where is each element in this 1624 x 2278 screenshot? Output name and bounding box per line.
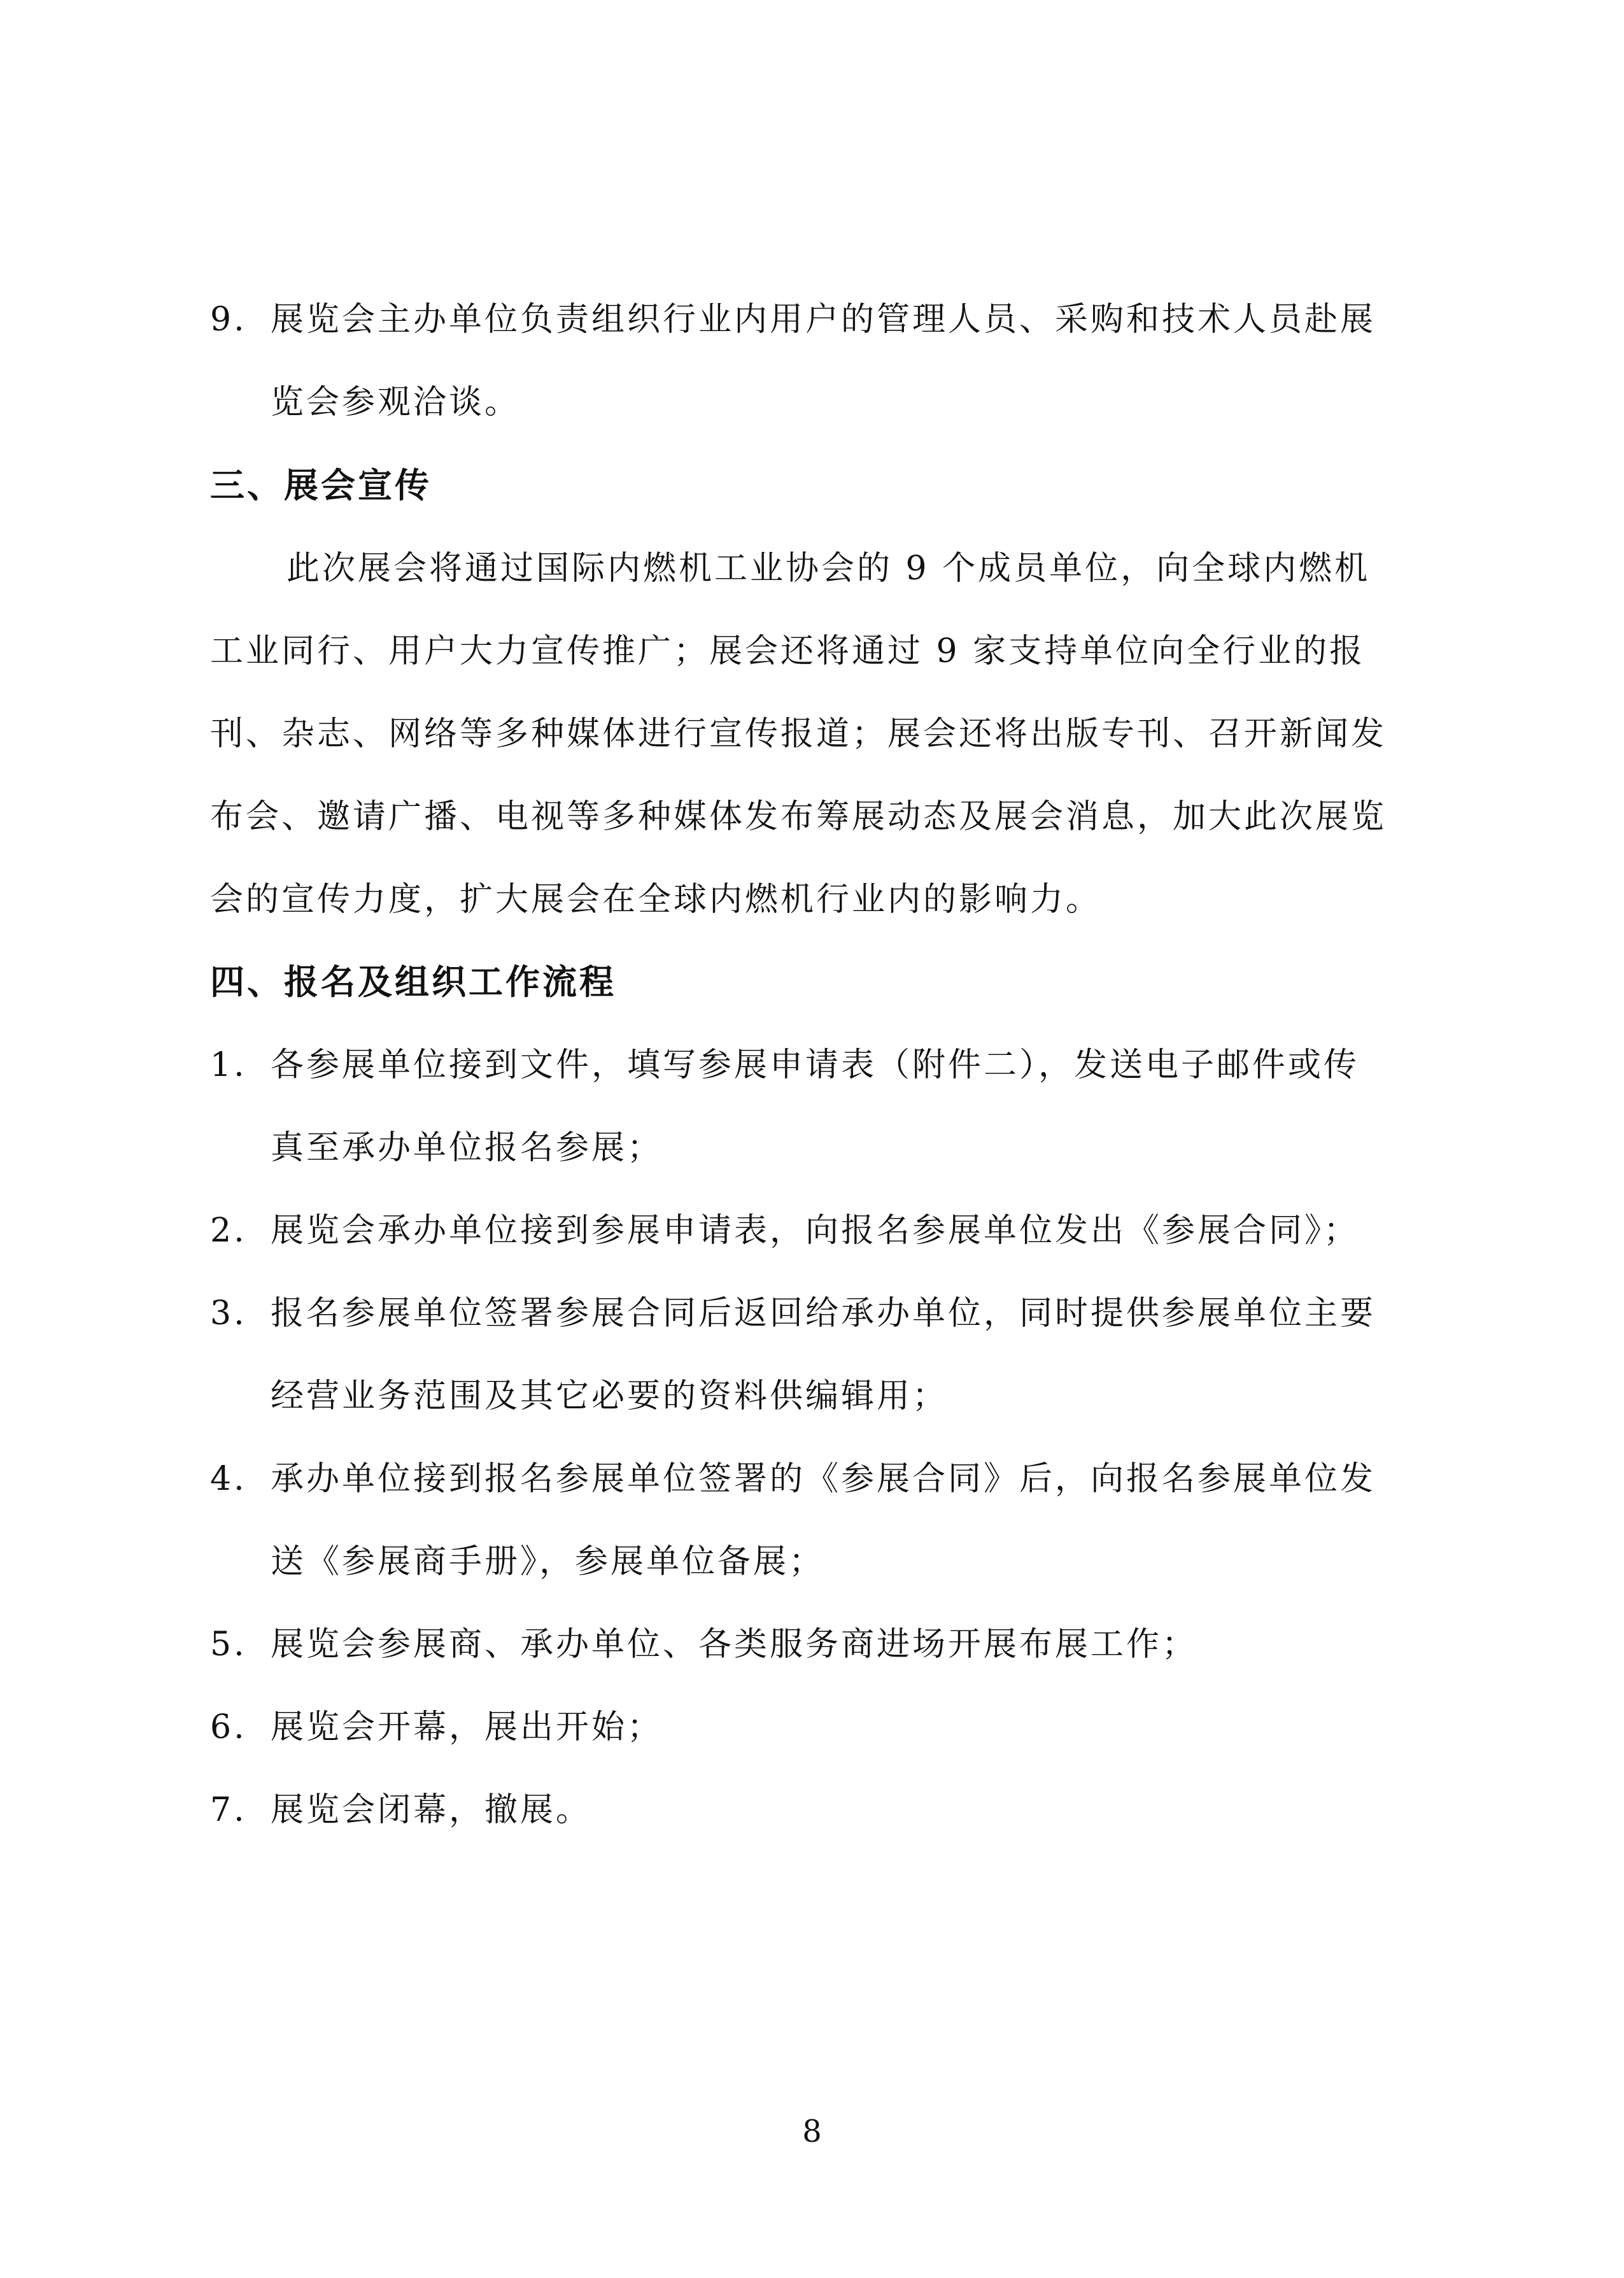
- list-text: 展览会承办单位接到参展申请表，向报名参展单位发出《参展合同》；: [271, 1212, 1360, 1250]
- list-item-3: [210, 1291, 1376, 1336]
- section-heading-publicity: 三、展会宣传: [210, 465, 432, 506]
- list-item-7: [210, 1788, 591, 1832]
- list-text: 各参展单位接到文件，填写参展申请表（附件二），发送电子邮件或传: [271, 1046, 1360, 1084]
- paragraph-line: 布会、邀请广播、电视等多种媒体发布筹展动态及展会消息，加大此次展览: [210, 798, 1387, 836]
- list-text: 展览会参展商、承办单位、各类服务商进场开展布展工作；: [271, 1625, 1198, 1664]
- list-item-4: [210, 1457, 1376, 1501]
- list-number: 4.: [210, 1460, 247, 1498]
- list-item-2: [210, 1208, 1359, 1253]
- list-item-3-continuation: 经营业务范围及其它必要的资料供编辑用；: [271, 1377, 949, 1415]
- paragraph-line: 会的宣传力度，扩大展会在全球内燃机行业内的影响力。: [210, 881, 1102, 919]
- list-item-1-continuation: 真至承办单位报名参展；: [271, 1129, 663, 1167]
- list-item-6: [210, 1705, 663, 1750]
- list-number: 5.: [210, 1625, 247, 1664]
- list-text: 报名参展单位签署参展合同后返回给承办单位，同时提供参展单位主要: [271, 1294, 1376, 1333]
- list-number: 2.: [210, 1212, 247, 1250]
- list-item-1: [210, 1043, 1359, 1087]
- list-item-4-continuation: 送《参展商手册》，参展单位备展；: [271, 1543, 825, 1581]
- list-number: 7.: [210, 1791, 247, 1829]
- paragraph-line: 刊、杂志、网络等多种媒体进行宣传报道；展会还将出版专刊、召开新闻发: [210, 715, 1387, 753]
- list-item-9-continuation: 览会参观洽谈。: [271, 383, 521, 421]
- list-text: 展览会开幕，展出开始；: [271, 1708, 663, 1746]
- paragraph-line: 此次展会将通过国际内燃机工业协会的 9 个成员单位，向全球内燃机: [286, 549, 1371, 588]
- list-number: 9.: [210, 301, 247, 339]
- paragraph-line: 工业同行、用户大力宣传推广；展会还将通过 9 家支持单位向全行业的报: [210, 632, 1366, 670]
- list-item-5: [210, 1622, 1197, 1667]
- list-number: 3.: [210, 1294, 247, 1333]
- list-text: 展览会闭幕，撤展。: [271, 1791, 592, 1829]
- list-number: 1.: [210, 1046, 247, 1084]
- list-text: 展览会主办单位负责组织行业内用户的管理人员、采购和技术人员赴展: [271, 301, 1376, 339]
- list-text: 承办单位接到报名参展单位签署的《参展合同》后，向报名参展单位发: [271, 1460, 1376, 1498]
- section-heading-registration-process: 四、报名及组织工作流程: [210, 962, 616, 1002]
- list-item-9: [210, 297, 1376, 342]
- list-number: 6.: [210, 1708, 247, 1746]
- page-number: 8: [802, 2114, 822, 2149]
